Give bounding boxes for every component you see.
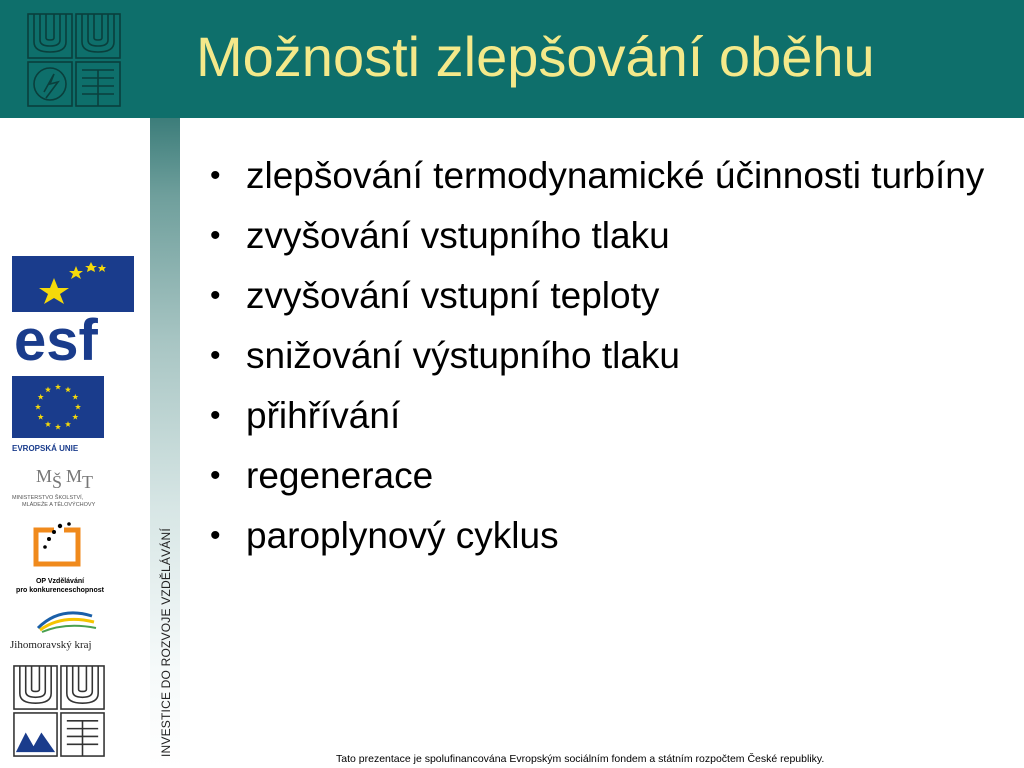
bullet-item (210, 392, 1010, 439)
bullet-dot: • (210, 219, 221, 252)
bullet-dot: • (210, 459, 221, 492)
eu-flag-icon (12, 376, 104, 438)
bullet-dot: • (210, 159, 221, 192)
bullet-text: snižování výstupního tlaku (246, 335, 680, 376)
eu-label: EVROPSKÁ UNIE (12, 444, 79, 453)
svg-text:Š: Š (52, 472, 63, 490)
kraj-logo (10, 602, 120, 654)
header-bar (0, 0, 1024, 118)
bullet-text: zvyšování vstupního tlaku (246, 215, 670, 256)
footer-note: Tato prezentace je spolufinancována Evropským sociálním fondem a státním rozpočtem České republiky. (336, 753, 825, 765)
msmt-mark-icon (12, 462, 122, 490)
esf-logo-icon (12, 256, 134, 364)
bullet-item (210, 152, 1010, 199)
bullet-dot: • (210, 519, 221, 552)
bullet-text: přihřívání (246, 395, 401, 436)
bullet-list (210, 152, 1010, 572)
sidebar-vertical-text: INVESTICE DO ROZVOJE VZDĚLÁVÁNÍ (159, 528, 173, 757)
kraj-emblem-icon (10, 602, 120, 634)
svg-text:M: M (66, 466, 83, 486)
bullet-item (210, 332, 1010, 379)
university-logo-icon (26, 12, 122, 108)
svg-text:T: T (82, 472, 93, 490)
bullet-item (210, 452, 1010, 499)
bullet-text: paroplynový cyklus (246, 515, 559, 556)
slide-title: Možnosti zlepšování oběhu (196, 25, 875, 88)
bullet-dot: • (210, 399, 221, 432)
university-logo-bottom (12, 664, 106, 758)
bullet-item (210, 272, 1010, 319)
bullet-text: zlepšování termodynamické účinnosti turbíny (246, 155, 985, 196)
op-label-1: OP Vzdělávání (35, 578, 85, 585)
svg-text:M: M (36, 466, 53, 486)
bullet-text: regenerace (246, 455, 434, 496)
bullet-text: zvyšování vstupní teploty (246, 275, 660, 316)
op-vk-icon (8, 520, 112, 572)
op-label-2: pro konkurenceschopnost (16, 587, 104, 594)
op-logo (8, 520, 112, 596)
university-logo-bottom-icon (12, 664, 106, 758)
bullet-item (210, 512, 1010, 559)
bullet-dot: • (210, 339, 221, 372)
esf-logo (12, 256, 134, 364)
esf-text: esf (14, 308, 98, 364)
msmt-label-2: MLÁDEŽE A TĚLOVÝCHOVY (22, 502, 96, 508)
bullet-item (210, 212, 1010, 259)
msmt-logo (12, 462, 122, 512)
bullet-dot: • (210, 279, 221, 312)
kraj-label: Jihomoravský kraj (10, 639, 92, 651)
eu-logo (12, 376, 108, 456)
msmt-label-1: MINISTERSTVO ŠKOLSTVÍ, (12, 495, 84, 501)
